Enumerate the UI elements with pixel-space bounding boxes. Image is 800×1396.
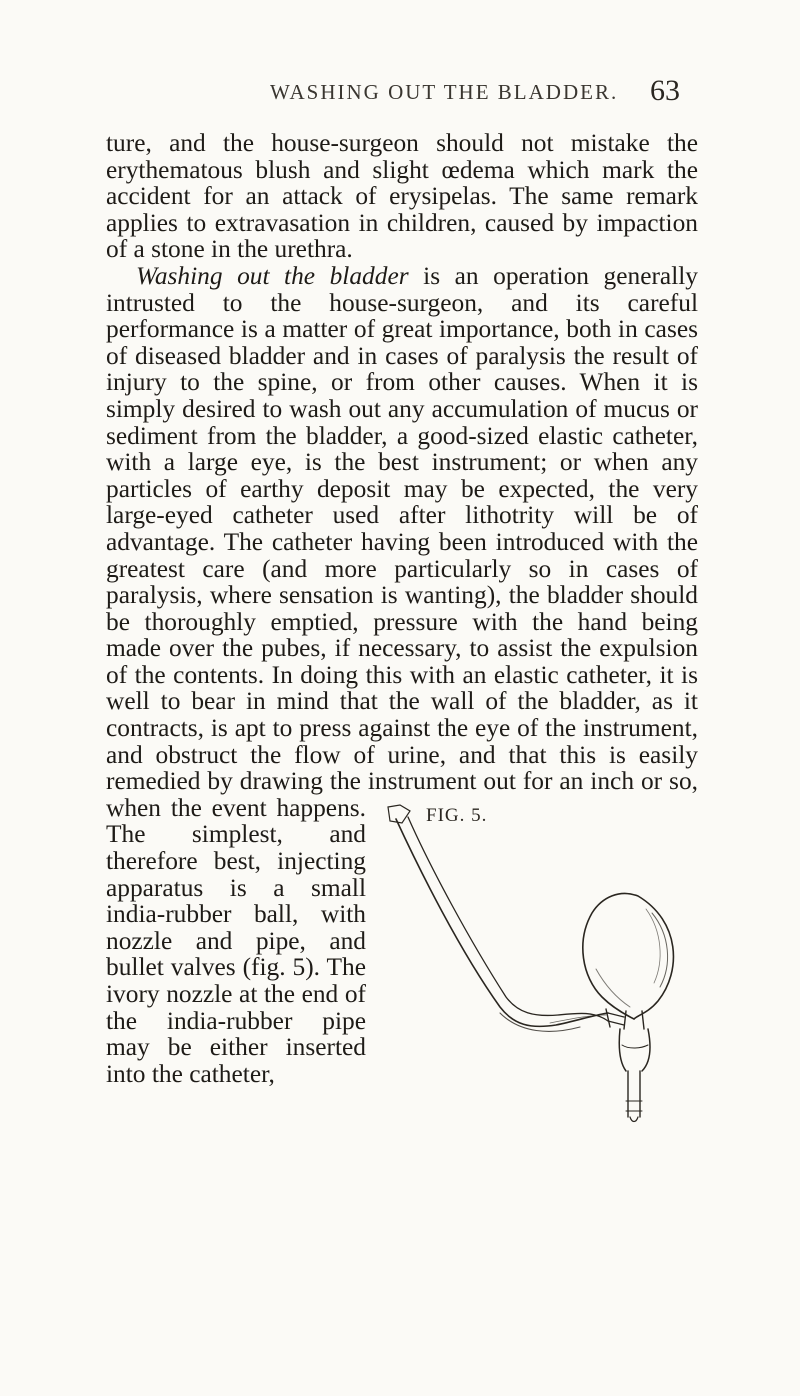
figure-5	[380, 801, 698, 1141]
figure-label: FIG. 5.	[426, 804, 488, 826]
paragraph-2-text-after-figure: out for an inch or so, when the event happens. The simplest, and therefore best, injecting apparatus is a small india-rubber ball, with nozzle and pipe, and bullet valves (fig. 5). The ivory nozzle at the end of the india-rubber pipe may be either inserted into the catheter,	[106, 767, 698, 1088]
paragraph-2	[106, 263, 698, 1087]
paragraph-2-italic-lead: Washing out the bladder	[136, 261, 409, 290]
body-text	[106, 130, 698, 1141]
running-header	[0, 74, 800, 120]
injecting-apparatus-illustration	[380, 801, 698, 1141]
paragraph-2-text-before-figure: is an operation generally intrusted to the house-surgeon, and its careful performance is a matter of great importance, both in cases of diseased bladder and in cases of paralysis the result of injury to the spine, or from other causes. When it is simply desired to wash out any accumulation of mucus or sediment from the bladder, a good-sized elastic catheter, with a large eye, is the best instrument; or when any particles of earthy deposit may be expected, the very large-eyed catheter used after lithotrity will be of advantage. The catheter having been introduced with the greatest care (and more particularly so in cases of paralysis, where sensation is wanting), the bladder should be thoroughly emptied, pressure with the hand being made over the pubes, if necessary, to assist the expulsion of the contents. In doing this with an elastic catheter, it is well to bear in mind that the wall of the bladder, as it contracts, is apt to press against the eye of the instrument, and obstruct the flow of urine, and that this is easily remedied by drawing the instrument	[106, 261, 699, 796]
running-title: WASHING OUT THE BLADDER.	[270, 80, 619, 104]
paragraph-1: ture, and the house-surgeon should not mistake the erythematous blush and slight œdema which mark the accident for an attack of erysipelas. The same remark applies to extravasation in children, caused by impaction of a stone in the urethra.	[106, 129, 698, 264]
page-number: 63	[650, 74, 680, 107]
